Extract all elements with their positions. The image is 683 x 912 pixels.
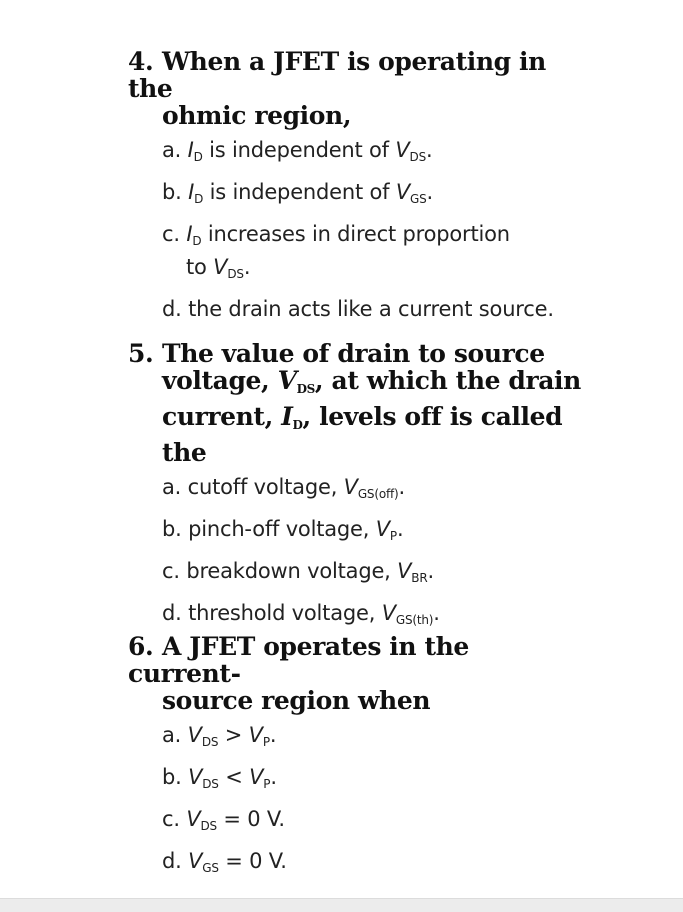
question-4-stem: 4. When a JFET is operating in the ohmic region, — [128, 47, 546, 130]
question-6 — [128, 633, 588, 881]
option-6a: a. $V_{DS} > V_P$. — [162, 723, 277, 749]
option-5c: c. breakdown voltage, $V_{BR}$. — [162, 559, 434, 585]
option-4b: b. $I_D$ is independent of $V_{GS}$. — [162, 180, 433, 206]
option-4d: d. the drain acts like a current source. — [162, 297, 554, 321]
option-5b: b. pinch-off voltage, $V_P$. — [162, 517, 404, 543]
question-5-stem: 5. The value of drain to source voltage, $V_{DS}$, at which the drain current, $I_D$, levels off is called the — [128, 339, 581, 467]
question-number: 4. — [128, 47, 154, 76]
option-4c: c. $I_D$ increases in direct proportion to $V_{DS}$. — [162, 222, 510, 281]
question-number: 6. — [128, 632, 154, 661]
option-5d: d. threshold voltage, $V_{GS(th)}$. — [162, 601, 440, 627]
question-6-stem: 6. A JFET operates in the current- source region when — [128, 632, 469, 715]
question-number: 5. — [128, 339, 154, 368]
option-6b: b. $V_{DS} < V_P$. — [162, 765, 277, 791]
option-6d: d. $V_{GS} = 0$ V. — [162, 849, 287, 875]
bottom-scroll-bar[interactable] — [0, 898, 683, 912]
question-4 — [128, 48, 588, 322]
option-5a: a. cutoff voltage, $V_{GS(off)}$. — [162, 475, 405, 501]
option-4a: a. $I_D$ is independent of $V_{DS}$. — [162, 138, 433, 164]
question-5 — [128, 340, 588, 633]
option-6c: c. $V_{DS} = 0$ V. — [162, 807, 285, 833]
